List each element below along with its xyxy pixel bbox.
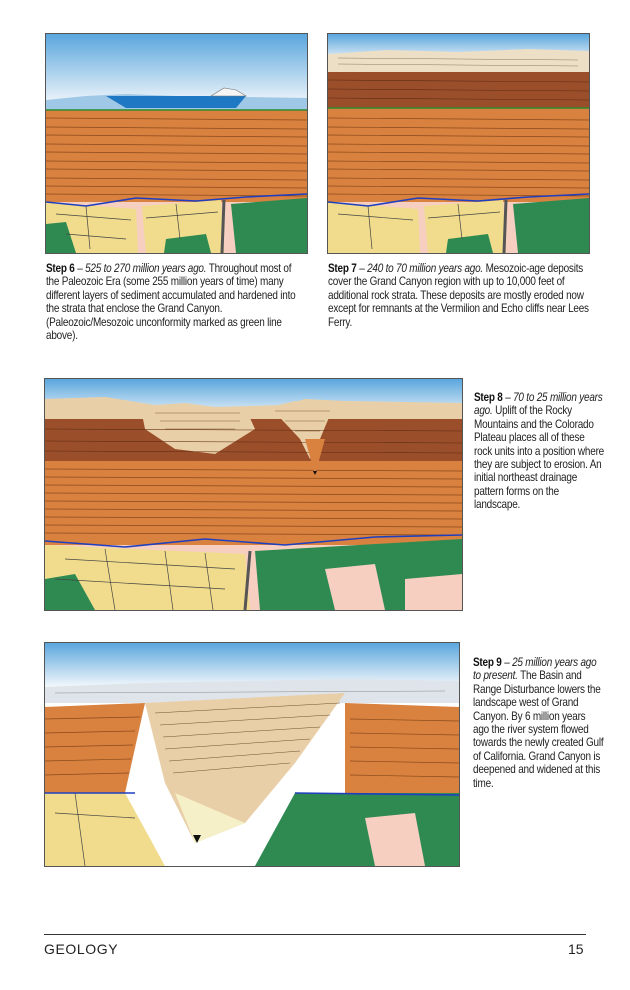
step-7-text: Mesozoic-age deposits cover the Grand Canyon region with up to 10,000 feet of additional rock strata. These deposits are mostly eroded now except for remnants at the Vermilion and Echo cliffs near Lees Ferry. — [328, 262, 589, 329]
footer-section-label: GEOLOGY — [44, 941, 119, 957]
step-7-title: Step 7 — [328, 262, 357, 275]
step-9-caption: Step 9 – 25 million years ago to present. The Basin and Range Disturbance lowers the landscape west of Grand Canyon. By 6 million years ago the river system flowed towards the newly created Gulf of California. Grand Canyon is deepened and widened at this time. — [473, 656, 604, 790]
step-9-dates: 25 million years ago to present. — [473, 656, 597, 683]
page-number: 15 — [568, 941, 584, 957]
step-6-illustration — [45, 33, 308, 254]
step-8-text: Uplift of the Rocky Mountains and the Colorado Plateau places all of these rock units into a position where they are subject to erosion. An initial northeast drainage pattern forms on the landscape. — [474, 404, 605, 512]
step-8-dates: 70 to 25 million years ago. — [474, 391, 603, 418]
step-8-illustration — [44, 378, 463, 611]
step-8-title: Step 8 — [474, 391, 503, 404]
step-6-text: Throughout most of the Paleozoic Era (some 255 million years of time) many different layers of sediment accumulated and hardened into the strata that enclose the Grand Canyon. (Paleozoic/Mesozoic unconformity marked as green line above). — [46, 262, 296, 343]
step-7-illustration — [327, 33, 590, 254]
step-6-dates: 525 to 270 million years ago. — [85, 262, 207, 275]
step-7-caption: Step 7 – 240 to 70 million years ago. Mesozoic-age deposits cover the Grand Canyon region with up to 10,000 feet of additional rock strata. These deposits are mostly eroded now except for remnants at the Vermilion and Echo cliffs near Lees Ferry. — [328, 262, 589, 329]
step-9-title: Step 9 — [473, 656, 502, 669]
step-6-caption: Step 6 – 525 to 270 million years ago. Throughout most of the Paleozoic Era (some 255 million years of time) many different layers of sediment accumulated and hardened into the strata that enclose the Grand Canyon. (Paleozoic/Mesozoic unconformity marked as green line above). — [46, 262, 296, 343]
step-9-text: The Basin and Range Disturbance lowers the landscape west of Grand Canyon. By 6 million years ago the river system flowed towards the newly created Gulf of California. Grand Canyon is deepened and widened at this time. — [473, 669, 604, 790]
step-7-dates: 240 to 70 million years ago. — [367, 262, 484, 275]
step-6-title: Step 6 — [46, 262, 75, 275]
step-8-caption: Step 8 – 70 to 25 million years ago. Uplift of the Rocky Mountains and the Colorado Plateau places all of these rock units into a position where they are subject to erosion. An initial northeast drainage pattern forms on the landscape. — [474, 391, 605, 512]
step-9-illustration — [44, 642, 460, 867]
footer-divider — [44, 934, 586, 935]
